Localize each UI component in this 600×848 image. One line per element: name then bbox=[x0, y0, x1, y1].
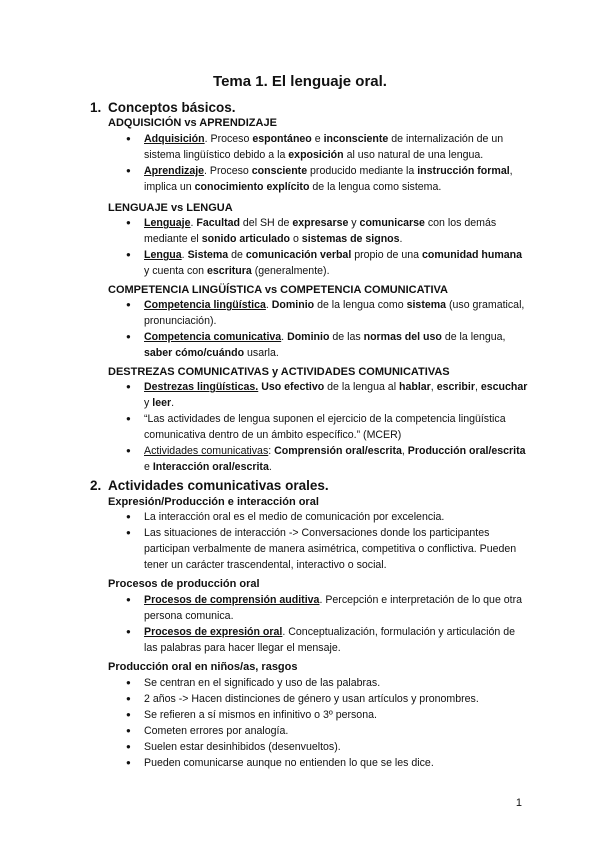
list-item: ● Adquisición. Proceso espontáneo e inconsciente de internalización de un sistema lingüístico debido a la exposición al uso natural de una lengua. bbox=[120, 131, 530, 163]
subheading-lenguaje-lengua: LENGUAJE vs LENGUA bbox=[108, 202, 233, 214]
page-number: 1 bbox=[515, 797, 522, 809]
section-number: 1. bbox=[90, 100, 102, 115]
list-item: ● La interacción oral es el medio de comunicación por excelencia. bbox=[120, 509, 530, 525]
section-title: Actividades comunicativas orales. bbox=[108, 478, 329, 493]
list-item: ● Se centran en el significado y uso de las palabras. bbox=[120, 675, 530, 691]
list-adquisicion bbox=[120, 131, 530, 195]
list-item: ● “Las actividades de lengua suponen el ejercicio de la competencia lingüística comunicativa dentro de un ámbito específico.” (MCER) bbox=[120, 411, 530, 443]
list-procesos bbox=[120, 592, 530, 656]
list-item: ● 2 años -> Hacen distinciones de género y usan artículos y pronombres. bbox=[120, 691, 530, 707]
subheading-destrezas: DESTREZAS COMUNICATIVAS y ACTIVIDADES COMUNICATIVAS bbox=[108, 366, 450, 378]
list-expresion bbox=[120, 509, 530, 573]
list-item: ● Lenguaje. Facultad del SH de expresarse y comunicarse con los demás mediante el sonido articulado o sistemas de signos. bbox=[120, 215, 530, 247]
list-lenguaje bbox=[120, 215, 530, 279]
list-item: ● Pueden comunicarse aunque no entienden lo que se les dice. bbox=[120, 755, 530, 771]
list-item: ● Se refieren a sí mismos en infinitivo o 3º persona. bbox=[120, 707, 530, 723]
list-item: ● Procesos de comprensión auditiva. Percepción e interpretación de lo que otra persona comunica. bbox=[120, 592, 530, 624]
subheading-adquisicion-aprendizaje: ADQUISICIÓN vs APRENDIZAJE bbox=[108, 117, 277, 129]
list-competencia bbox=[120, 297, 530, 361]
list-item: ● Cometen errores por analogía. bbox=[120, 723, 530, 739]
subheading-produccion-ninos: Producción oral en niños/as, rasgos bbox=[108, 661, 298, 673]
list-item: ● Suelen estar desinhibidos (desenvueltos). bbox=[120, 739, 530, 755]
section-2-heading bbox=[90, 478, 329, 493]
list-item: ● Competencia comunicativa. Dominio de las normas del uso de la lengua, saber cómo/cuándo usarla. bbox=[120, 329, 530, 361]
list-produccion-ninos bbox=[120, 675, 530, 771]
list-item: ● Procesos de expresión oral. Conceptualización, formulación y articulación de las palabras para hacer llegar el mensaje. bbox=[120, 624, 530, 656]
subheading-competencia: COMPETENCIA LINGÜÍSTICA vs COMPETENCIA COMUNICATIVA bbox=[108, 284, 448, 296]
list-item: ● Las situaciones de interacción -> Conversaciones donde los participantes participan verbalmente de manera asimétrica, competitiva o conflictiva. Pueden tener un carácter trascendental, interactivo o social. bbox=[120, 525, 530, 573]
section-number: 2. bbox=[90, 478, 102, 493]
subheading-expresion: Expresión/Producción e interacción oral bbox=[108, 496, 319, 508]
subheading-procesos: Procesos de producción oral bbox=[108, 578, 260, 590]
list-item: ● Lengua. Sistema de comunicación verbal propio de una comunidad humana y cuenta con escritura (generalmente). bbox=[120, 247, 530, 279]
list-item: ● Actividades comunicativas: Comprensión oral/escrita, Producción oral/escrita e Interacción oral/escrita. bbox=[120, 443, 530, 475]
list-item: ● Aprendizaje. Proceso consciente producido mediante la instrucción formal, implica un conocimiento explícito de la lengua como sistema. bbox=[120, 163, 530, 195]
list-destrezas bbox=[120, 379, 530, 475]
section-1-heading bbox=[90, 100, 236, 115]
section-title: Conceptos básicos. bbox=[108, 100, 236, 115]
list-item: ● Destrezas lingüísticas. Uso efectivo de la lengua al hablar, escribir, escuchar y leer. bbox=[120, 379, 530, 411]
list-item: ● Competencia lingüística. Dominio de la lengua como sistema (uso gramatical, pronunciación). bbox=[120, 297, 530, 329]
document-title: Tema 1. El lenguaje oral. bbox=[213, 73, 387, 90]
